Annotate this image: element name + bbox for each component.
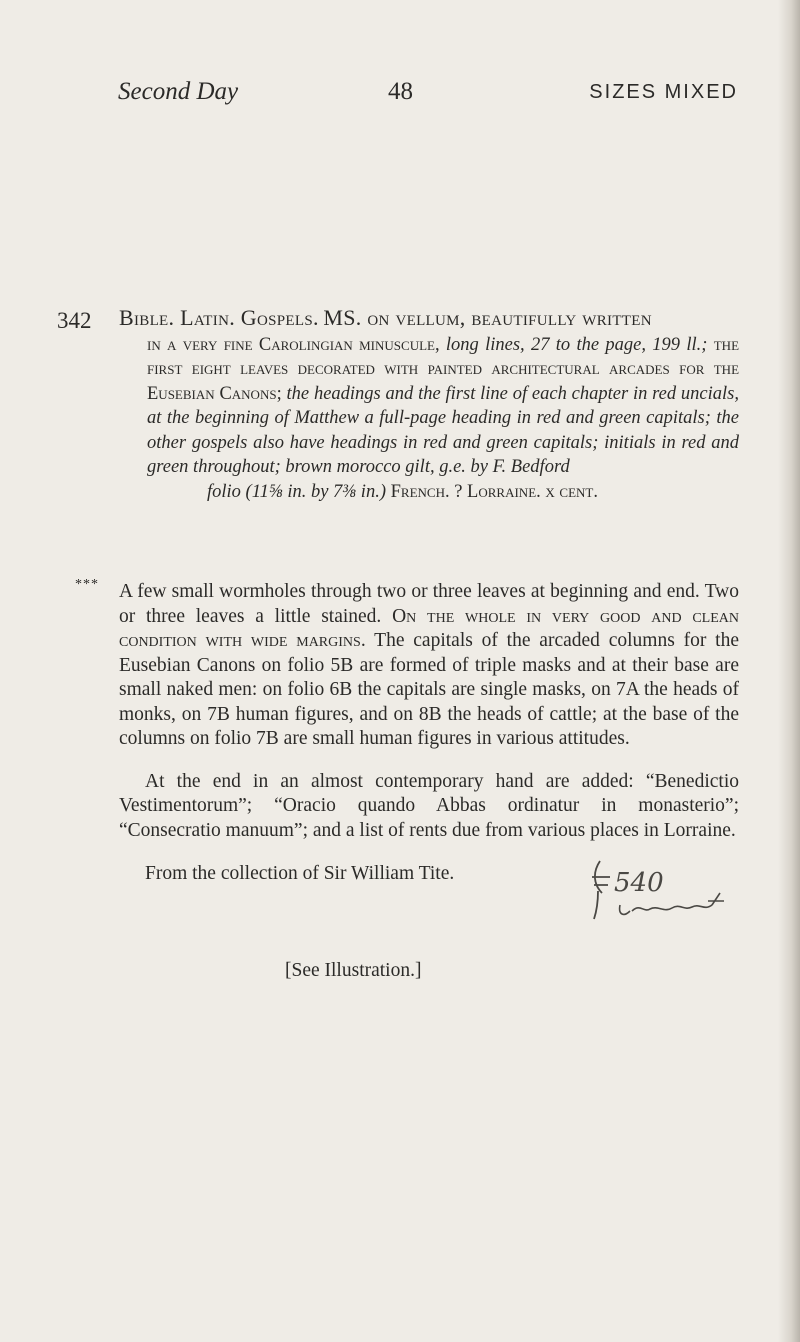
lot-line4: painted architectural arcades for the Eusebian Canons;	[147, 359, 740, 404]
asterism: ***	[75, 577, 99, 592]
condition-text: A few small wormholes through two or three leaves at beginning and end. Two or three leaves a little stained.	[119, 581, 739, 627]
lot-line3a: page,	[605, 334, 646, 355]
lot-origin: French. ? Lorraine. x cent.	[390, 481, 598, 502]
lot-line3b: 199 ll.;	[652, 334, 708, 355]
lot-title: Bible. Latin. Gospels.	[119, 305, 319, 330]
capitals-description: The capitals of the arcaded columns for the Eusebian Canons on folio 5B are formed of triple masks and at their base are small naked men: on folio 6B the capitals are single masks, on 7A the heads of monks, on 7B human figures, and on 8B the heads of cattle; at the base of the columns on folio 7B are small human figures in various attitudes.	[119, 630, 739, 749]
provenance: From the collection of Sir William Tite.	[145, 863, 455, 884]
condition-paragraph	[119, 580, 739, 752]
page-number: 48	[388, 78, 413, 105]
see-illustration	[285, 960, 421, 982]
lot-line2b: long lines, 27 to the	[445, 334, 600, 355]
handwritten-price-annotation	[580, 853, 740, 923]
see-illustration-text: [See Illustration.]	[285, 960, 422, 981]
lot-format: folio	[207, 481, 241, 502]
lot-line3c: the first eight leaves decorated with	[147, 334, 740, 379]
condition-highlight: On the whole in very good and clean condition with wide margins.	[119, 605, 739, 651]
lot-line5: the headings and the first line of each chapter in red uncials, at the beginning of Matthew a full-page heading in red and green capitals; the other gospels also have headings in red and green capitals; initials in red and green throughout; brown morocco gilt, g.e. by F. Bedford	[147, 383, 739, 477]
running-head-right: SIZES MIXED	[589, 81, 738, 103]
lot-line1: MS. on vellum, beautifully written	[323, 305, 652, 330]
lot-description	[119, 306, 739, 504]
svg-text:540: 540	[614, 868, 664, 898]
lot-line2: in a very fine Carolingian minuscule,	[147, 334, 440, 355]
lot-number: 342	[57, 308, 92, 333]
running-head-left: Second Day	[118, 78, 239, 105]
page-edge-shadow	[778, 0, 800, 1342]
running-head	[118, 78, 738, 108]
lot-dimensions: (11⅝ in. by 7⅜ in.)	[245, 481, 386, 502]
additions-paragraph: At the end in an almost contemporary hand are added: “Benedictio Vestimentorum”; “Oracio quando Abbas ordinatur in monasterio”; “Consecratio manuum”; and a list of rents due from various places in Lorraine.	[119, 770, 739, 841]
lot-notes	[75, 577, 739, 861]
